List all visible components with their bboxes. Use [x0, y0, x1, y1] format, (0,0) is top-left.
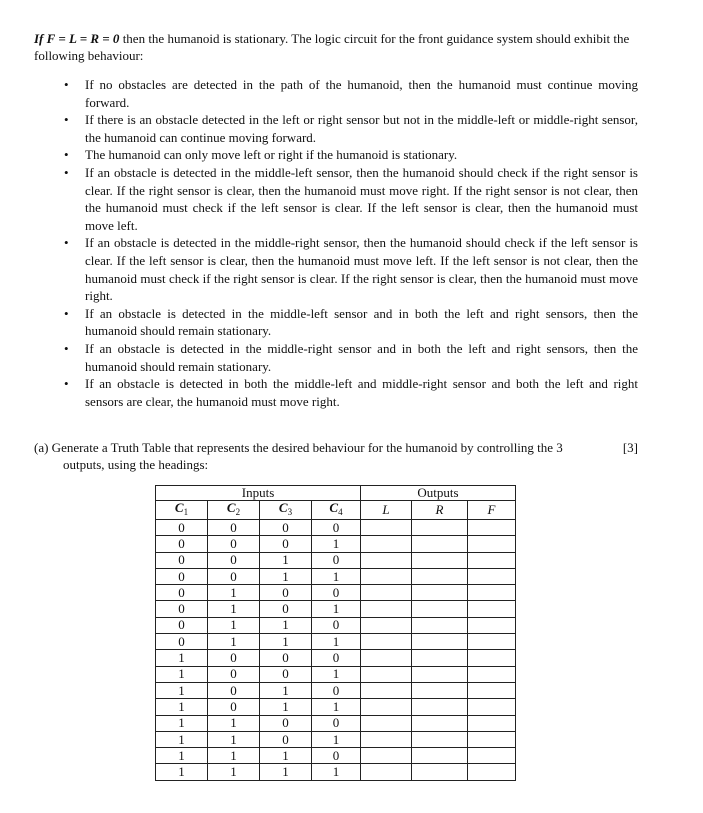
output-cell[interactable]	[412, 748, 468, 764]
output-cell[interactable]	[412, 617, 468, 633]
output-cell[interactable]	[412, 634, 468, 650]
table-row	[156, 617, 516, 633]
list-item: • If no obstacles are detected in the path of the humanoid, then the humanoid must continue moving forward.	[60, 76, 638, 111]
output-cell[interactable]	[412, 699, 468, 715]
output-cell[interactable]	[412, 682, 468, 698]
output-cell[interactable]	[468, 520, 516, 536]
output-cell[interactable]	[468, 682, 516, 698]
input-cell: 1	[260, 634, 312, 650]
input-cell: 0	[208, 650, 260, 666]
input-cell: 1	[260, 617, 312, 633]
input-cell: 0	[156, 634, 208, 650]
truth-table-body	[156, 520, 516, 781]
table-row	[156, 666, 516, 682]
list-item: • If an obstacle is detected in the middle-left sensor and in both the left and right sensors, then the humanoid should remain stationary.	[60, 305, 638, 340]
input-cell: 1	[312, 601, 361, 617]
input-cell: 0	[208, 520, 260, 536]
input-cell: 1	[156, 666, 208, 682]
input-cell: 0	[312, 552, 361, 568]
input-cell: 1	[208, 764, 260, 780]
input-cell: 1	[156, 731, 208, 747]
input-cell: 0	[312, 715, 361, 731]
list-item: • If an obstacle is detected in the middle-left sensor, then the humanoid should check if the right sensor is clear. If the right sensor is clear, then the humanoid must move right. If the right sensor is not clear, then the humanoid must check if the left sensor is clear. If the left sensor is clear, then the humanoid must move left.	[60, 164, 638, 234]
output-cell[interactable]	[361, 699, 412, 715]
table-row	[156, 682, 516, 698]
output-cell[interactable]	[412, 650, 468, 666]
input-cell: 1	[312, 568, 361, 584]
output-cell[interactable]	[361, 585, 412, 601]
input-cell: 0	[260, 715, 312, 731]
output-cell[interactable]	[468, 601, 516, 617]
question-line-2: outputs, using the headings: [3]	[63, 440, 638, 472]
input-cell: 0	[156, 585, 208, 601]
table-row	[156, 715, 516, 731]
input-cell: 1	[156, 748, 208, 764]
output-cell[interactable]	[468, 552, 516, 568]
input-cell: 0	[156, 617, 208, 633]
output-cell[interactable]	[361, 650, 412, 666]
output-cell[interactable]	[468, 666, 516, 682]
column-header-l: L	[361, 501, 412, 520]
input-cell: 1	[208, 748, 260, 764]
behaviour-list	[60, 76, 638, 410]
output-cell[interactable]	[468, 568, 516, 584]
output-cell[interactable]	[361, 764, 412, 780]
input-cell: 0	[208, 682, 260, 698]
output-cell[interactable]	[412, 666, 468, 682]
input-cell: 0	[260, 666, 312, 682]
list-item: • If an obstacle is detected in the middle-right sensor and in both the left and right sensors, then the humanoid should remain stationary.	[60, 340, 638, 375]
table-row	[156, 764, 516, 780]
input-cell: 1	[260, 682, 312, 698]
output-cell[interactable]	[361, 715, 412, 731]
marks-label: [3]	[622, 440, 638, 455]
intro-paragraph	[34, 30, 638, 64]
output-cell[interactable]	[412, 568, 468, 584]
table-row	[156, 568, 516, 584]
input-cell: 0	[208, 666, 260, 682]
output-cell[interactable]	[361, 568, 412, 584]
output-cell[interactable]	[468, 585, 516, 601]
outputs-group-header: Outputs	[361, 486, 516, 501]
input-cell: 0	[312, 748, 361, 764]
input-cell: 1	[260, 552, 312, 568]
output-cell[interactable]	[468, 731, 516, 747]
input-cell: 0	[312, 682, 361, 698]
output-cell[interactable]	[412, 552, 468, 568]
input-cell: 1	[156, 682, 208, 698]
input-cell: 1	[312, 634, 361, 650]
input-cell: 0	[312, 617, 361, 633]
list-item: • If an obstacle is detected in both the middle-left and middle-right sensor and both the left and right sensors are clear, the humanoid must move right.	[60, 375, 638, 410]
output-cell[interactable]	[468, 536, 516, 552]
input-cell: 0	[260, 650, 312, 666]
table-row	[156, 699, 516, 715]
input-cell: 1	[156, 699, 208, 715]
input-cell: 0	[156, 536, 208, 552]
output-cell[interactable]	[412, 585, 468, 601]
input-cell: 1	[156, 715, 208, 731]
column-header-c2: $C_2$	[208, 501, 260, 520]
input-cell: 0	[156, 568, 208, 584]
input-cell: 0	[260, 601, 312, 617]
input-cell: 0	[260, 536, 312, 552]
output-cell[interactable]	[361, 601, 412, 617]
input-cell: 1	[208, 601, 260, 617]
output-cell[interactable]	[468, 748, 516, 764]
table-row	[156, 520, 516, 536]
list-item: • The humanoid can only move left or right if the humanoid is stationary.	[60, 146, 638, 164]
output-cell[interactable]	[361, 634, 412, 650]
column-header-c4: $C_4$	[312, 501, 361, 520]
input-cell: 1	[260, 568, 312, 584]
output-cell[interactable]	[361, 682, 412, 698]
output-cell[interactable]	[412, 715, 468, 731]
input-cell: 0	[156, 520, 208, 536]
input-cell: 0	[260, 520, 312, 536]
input-cell: 0	[260, 585, 312, 601]
input-cell: 1	[312, 666, 361, 682]
table-row	[156, 552, 516, 568]
column-header-f: F	[468, 501, 516, 520]
condition-expression: If F = L = R = 0	[34, 31, 120, 46]
input-cell: 0	[208, 568, 260, 584]
input-cell: 0	[156, 552, 208, 568]
output-cell[interactable]	[412, 764, 468, 780]
output-cell[interactable]	[361, 731, 412, 747]
output-cell[interactable]	[361, 536, 412, 552]
output-cell[interactable]	[361, 748, 412, 764]
table-row	[156, 650, 516, 666]
input-cell: 1	[208, 634, 260, 650]
truth-table	[155, 485, 516, 781]
input-cell: 0	[312, 585, 361, 601]
input-cell: 1	[260, 699, 312, 715]
output-cell[interactable]	[412, 601, 468, 617]
column-header-r: R	[412, 501, 468, 520]
list-item: • If there is an obstacle detected in the left or right sensor but not in the middle-left or middle-right sensor, the humanoid can continue moving forward.	[60, 111, 638, 146]
input-cell: 0	[208, 552, 260, 568]
table-row	[156, 601, 516, 617]
column-header-c1: $C_1$	[156, 501, 208, 520]
output-cell[interactable]	[412, 536, 468, 552]
column-header-c3: $C_3$	[260, 501, 312, 520]
output-cell[interactable]	[412, 731, 468, 747]
input-cell: 0	[156, 601, 208, 617]
input-cell: 1	[156, 764, 208, 780]
output-cell[interactable]	[468, 699, 516, 715]
input-cell: 1	[208, 715, 260, 731]
input-cell: 1	[156, 650, 208, 666]
input-cell: 1	[260, 748, 312, 764]
table-row	[156, 731, 516, 747]
table-row	[156, 585, 516, 601]
output-cell[interactable]	[361, 617, 412, 633]
input-cell: 1	[208, 585, 260, 601]
table-row	[156, 536, 516, 552]
input-cell: 0	[208, 699, 260, 715]
output-cell[interactable]	[412, 520, 468, 536]
input-cell: 1	[208, 617, 260, 633]
list-item: • If an obstacle is detected in the middle-right sensor, then the humanoid should check if the left sensor is clear. If the left sensor is clear, then the humanoid must move left. If the left sensor is not clear, then the humanoid must check if the right sensor is clear. If the right sensor is clear, then the humanoid must move right.	[60, 234, 638, 304]
output-cell[interactable]	[361, 520, 412, 536]
question-a	[34, 439, 638, 473]
output-cell[interactable]	[361, 666, 412, 682]
input-cell: 0	[208, 536, 260, 552]
input-cell: 1	[260, 764, 312, 780]
output-cell[interactable]	[468, 617, 516, 633]
input-cell: 0	[312, 520, 361, 536]
input-cell: 1	[208, 731, 260, 747]
intro-text: then the humanoid is stationary. The logic circuit for the front guidance system should exhibit the following behaviour:	[34, 31, 630, 63]
output-cell[interactable]	[468, 715, 516, 731]
question-line-1: (a) Generate a Truth Table that represents the desired behaviour for the humanoid by controlling the 3	[34, 440, 563, 455]
input-cell: 1	[312, 699, 361, 715]
output-cell[interactable]	[361, 552, 412, 568]
table-row	[156, 748, 516, 764]
input-cell: 1	[312, 536, 361, 552]
input-cell: 1	[312, 731, 361, 747]
input-cell: 1	[312, 764, 361, 780]
table-row	[156, 634, 516, 650]
inputs-group-header: Inputs	[156, 486, 361, 501]
output-cell[interactable]	[468, 650, 516, 666]
output-cell[interactable]	[468, 764, 516, 780]
input-cell: 0	[312, 650, 361, 666]
input-cell: 0	[260, 731, 312, 747]
output-cell[interactable]	[468, 634, 516, 650]
